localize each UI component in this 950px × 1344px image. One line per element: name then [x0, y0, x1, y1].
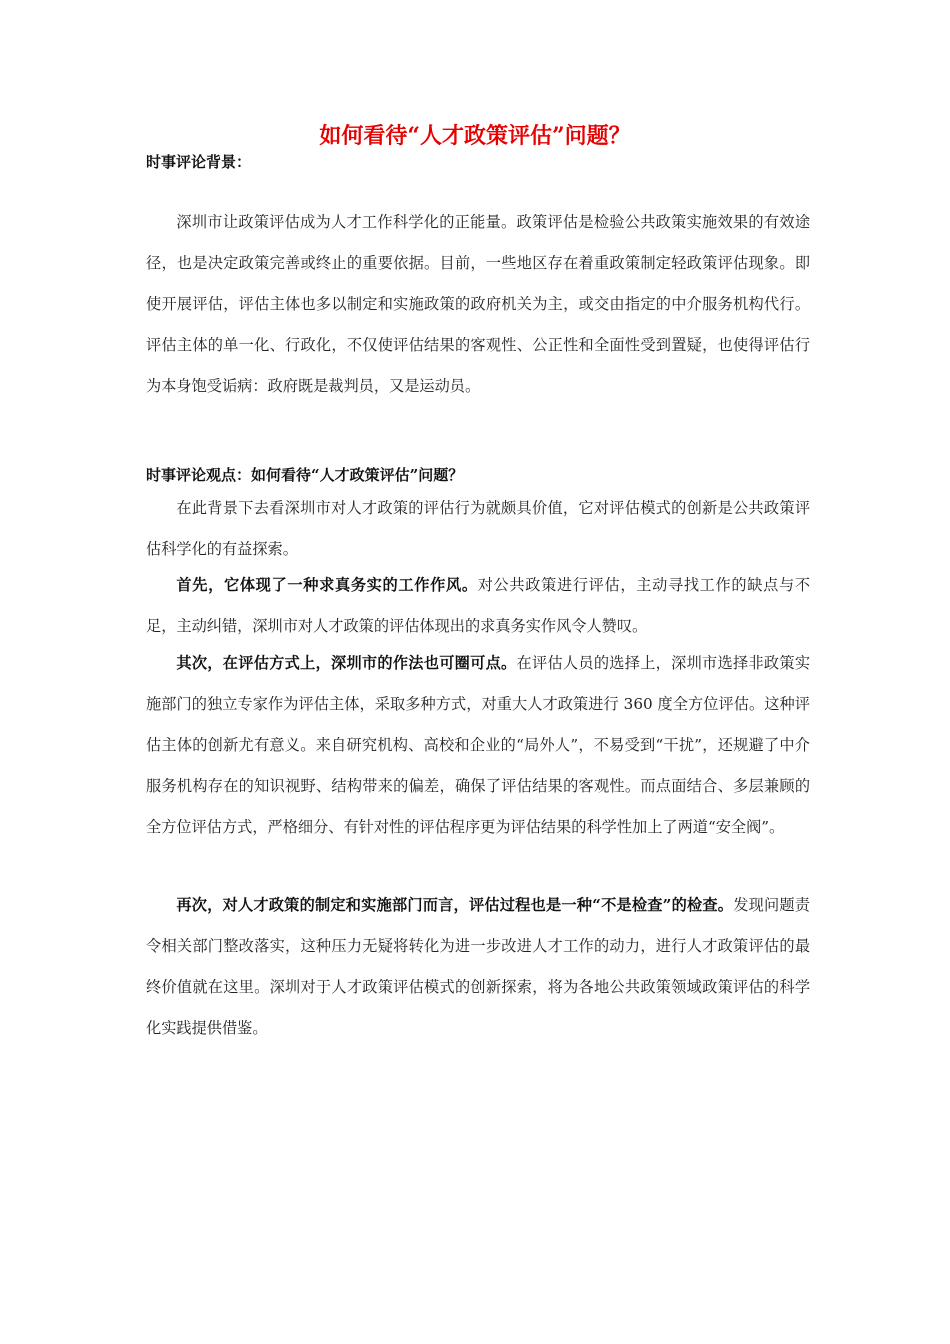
point-two-paragraph [146, 643, 810, 848]
point-three-body: 发现问题责令相关部门整改落实，这种压力无疑将转化为进一步改进人才工作的动力，进行人才政策评估的最终价值就在这里。深圳对于人才政策评估模式的创新探索，将为各地公共政策领域政策评估的科学化实践提供借鉴。 [146, 896, 810, 1037]
viewpoint-heading: 时事评论观点：如何看待“人才政策评估”问题？ [146, 466, 464, 484]
background-heading: 时事评论背景： [146, 153, 252, 171]
point-one-lead: 首先，它体现了一种求真务实的工作作风。 [176, 576, 478, 594]
point-one-body: 对公共政策进行评估，主动寻找工作的缺点与不足，主动纠错，深圳市对人才政策的评估体现出的求真务实作风令人赞叹。 [146, 576, 811, 635]
point-one-paragraph [146, 565, 810, 647]
point-two-body: 在评估人员的选择上，深圳市选择非政策实施部门的独立专家作为评估主体，采取多种方式，对重大人才政策进行 360 度全方位评估。这种评估主体的创新尤有意义。来自研究机构、高校和企业的“局外人”，不易受到“干扰”，还规避了中介服务机构存在的知识视野、结构带来的偏差，确保了评估结果的客观性。而点面结合、多层兼顾的全方位评估方式，严格细分、有针对性的评估程序更为评估结果的科学性加上了两道“安全阀”。 [146, 654, 811, 836]
background-paragraph: 深圳市让政策评估成为人才工作科学化的正能量。政策评估是检验公共政策实施效果的有效途径，也是决定政策完善或终止的重要依据。目前，一些地区存在着重政策制定轻政策评估现象。即使开展评估，评估主体也多以制定和实施政策的政府机关为主，或交由指定的中介服务机构代行。评估主体的单一化、行政化，不仅使评估结果的客观性、公正性和全面性受到置疑，也使得评估行为本身饱受诟病：政府既是裁判员，又是运动员。 [146, 213, 810, 395]
intro-paragraph: 在此背景下去看深圳市对人才政策的评估行为就颇具价值，它对评估模式的创新是公共政策评估科学化的有益探索。 [146, 499, 810, 558]
point-two-lead: 其次，在评估方式上，深圳市的作法也可圈可点。 [176, 654, 517, 672]
document-title: 如何看待“人才政策评估”问题？ [319, 123, 631, 149]
point-three-lead: 再次，对人才政策的制定和实施部门而言，评估过程也是一种“不是检查”的检查。 [176, 896, 734, 914]
point-three-paragraph [146, 885, 810, 1049]
